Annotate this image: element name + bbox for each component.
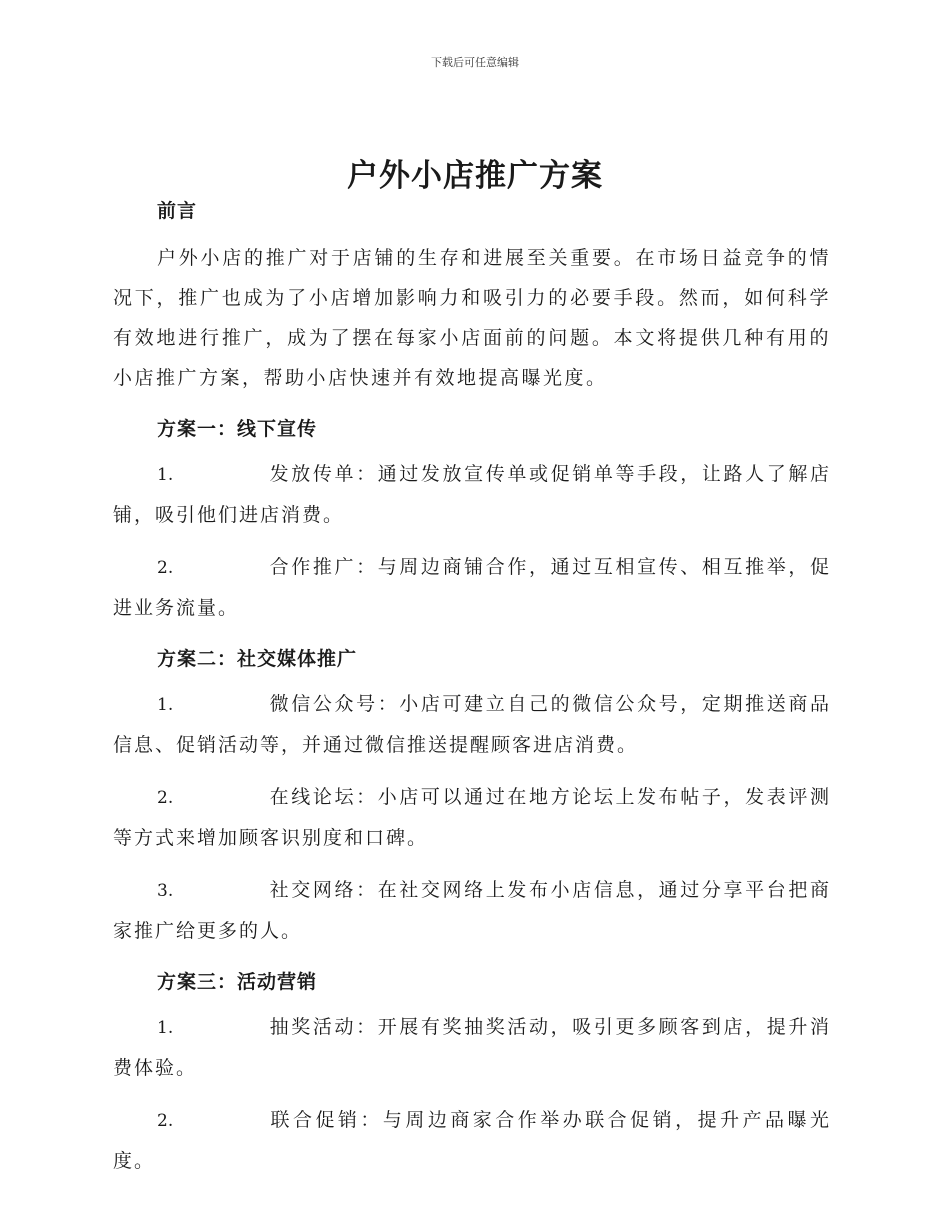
list-item-text: 联合促销：与周边商家合作举办联合促销，提升产品曝光度。 <box>113 1109 831 1172</box>
list-item <box>113 454 831 535</box>
section-heading-2: 方案二：社交媒体推广 <box>157 648 358 670</box>
section-heading-1: 方案一：线下宣传 <box>157 418 318 440</box>
list-item-text: 在线论坛：小店可以通过在地方论坛上发布帖子，发表评测等方式来增加顾客识别度和口碑。 <box>113 786 831 849</box>
list-item-number: 2. <box>157 1111 174 1131</box>
list-item-number: 1. <box>157 1018 174 1038</box>
list-item-text: 社交网络：在社交网络上发布小店信息，通过分享平台把商家推广给更多的人。 <box>113 879 831 942</box>
list-item <box>113 684 831 765</box>
list-item-number: 2. <box>157 788 174 808</box>
list-item-number: 1. <box>157 465 174 485</box>
list-item-number: 2. <box>157 558 174 578</box>
list-item-text: 微信公众号：小店可建立自己的微信公众号，定期推送商品信息、促销活动等，并通过微信推送提醒顾客进店消费。 <box>113 693 831 756</box>
list-item <box>113 777 831 858</box>
document-body <box>113 196 831 1181</box>
intro-paragraph: 户外小店的推广对于店铺的生存和进展至关重要。在市场日益竞争的情况下，推广也成为了小店增加影响力和吸引力的必要手段。然而，如何科学有效地进行推广，成为了摆在每家小店面前的问题。本文将提供几种有用的小店推广方案，帮助小店快速并有效地提高曝光度。 <box>113 247 831 389</box>
page-header: 下载后可任意编辑 <box>431 56 519 69</box>
document-title: 户外小店推广方案 <box>347 158 603 194</box>
list-item-text: 合作推广：与周边商铺合作，通过互相宣传、相互推举，促进业务流量。 <box>113 556 831 619</box>
section-heading-3: 方案三：活动营销 <box>157 971 318 993</box>
list-item <box>113 1100 831 1181</box>
list-item-number: 3. <box>157 881 174 901</box>
list-item-text: 抽奖活动：开展有奖抽奖活动，吸引更多顾客到店，提升消费体验。 <box>113 1016 831 1079</box>
list-item <box>113 870 831 951</box>
intro-heading: 前言 <box>157 200 198 222</box>
list-item <box>113 547 831 628</box>
list-item <box>113 1007 831 1088</box>
list-item-number: 1. <box>157 695 174 715</box>
list-item-text: 发放传单：通过发放宣传单或促销单等手段，让路人了解店铺，吸引他们进店消费。 <box>113 463 831 526</box>
